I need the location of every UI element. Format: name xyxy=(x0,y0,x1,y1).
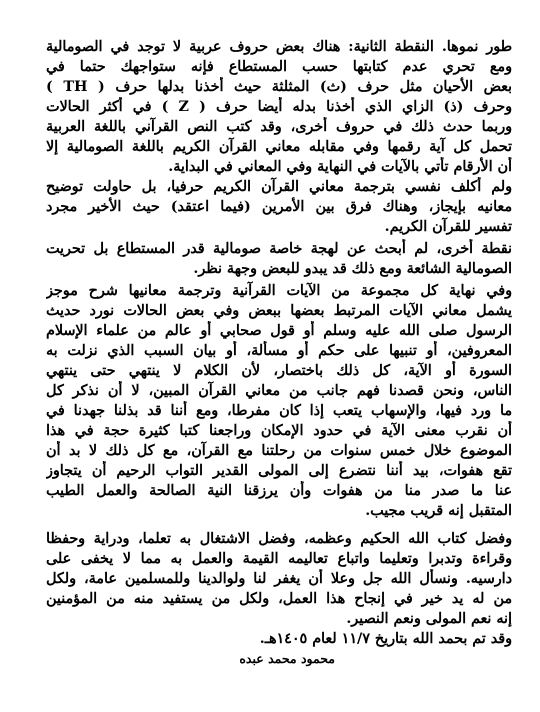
text-line: الموضوع خلال خمس سنوات من رحلتنا مع القرآن، مع كل ذلك لا بد أن xyxy=(46,443,512,459)
text-line: أن الأرقام تأتي بالآيات في النهاية وفي المعاني في البداية. xyxy=(168,159,512,175)
text-line: نقطة أخرى، لم أبحث عن لهجة خاصة صومالية قدر المستطاع بل تحريت xyxy=(46,241,512,257)
author-signature: محمود محمد عبده xyxy=(239,651,335,666)
text-line: إنه نعم المولى ونعم النصير. xyxy=(346,611,512,627)
text-line: أن نقرب معنى الآية في حدود الإمكان وراجعنا كتبا كثيرة حجة في هذا xyxy=(46,423,512,439)
text-line: من له يد خير في إنجاح هذا العمل، ولكل من يستفيد منه من المؤمنين xyxy=(46,591,512,607)
text-line: طور نموها. النقطة الثانية: هناك بعض حروف عربية لا توجد في الصومالية xyxy=(46,39,512,55)
text-line: وقراءة وتدبرا وتعليما واتباع تعاليمه القيمة والعمل به مما لا يخفى على xyxy=(46,551,512,567)
text-line: وفي نهاية كل مجموعة من الآيات القرآنية وترجمة معانيها شرح موجز xyxy=(46,283,512,299)
text-line: المعروفين، أو تنبيها على حكم أو مسألة، أو بيان السبب الذي نزلت به xyxy=(46,343,512,359)
text-line: عنا ما صدر منا من هفوات وأن يرزقنا النية الصالحة والعمل الطيب xyxy=(46,483,512,499)
text-line: ولم أكلف نفسي بترجمة معاني القرآن الكريم حرفيا، بل حاولت توضيح xyxy=(46,179,512,195)
text-line: ومع تحري عدم كتابتها حسب المستطاع فإنه ستواجهك حتما في xyxy=(46,59,512,75)
text-line: تحمل كل آية رقمها وفي مقابله معاني القرآن الكريم باللغة الصومالية إلا xyxy=(46,139,512,155)
text-line: السورة أو الآية، كل ذلك باختصار، لأن الكلام لا ينتهي حتى ينتهي xyxy=(46,363,512,379)
text-line: وحرف (ذ) الزاي الذي أخذنا بدله أيضا حرف ( Z ) في أكثر الحالات xyxy=(46,99,512,115)
text-line: وربما حدث ذلك في حروف أخرى، وقد كتب النص القرآني باللغة العربية xyxy=(46,119,512,135)
text-line: الصومالية الشائعة ومع ذلك قد يبدو للبعض وجهة نظر. xyxy=(193,261,512,277)
text-line: ما ورد فيها، والإسهاب يتعب إذا كان مفرطا، ومع أننا قد بذلنا جهدنا في xyxy=(46,403,512,419)
text-line: المتقبل إنه قريب مجيب. xyxy=(365,503,512,519)
text-line: الناس، ونحن قصدنا فهم جانب من معاني القرآن المبين، لا أن نذكر كل xyxy=(46,383,512,399)
text-line: تفسير للقرآن الكريم. xyxy=(384,219,512,235)
text-line: تقع هفوات، بيد أننا نتضرع إلى المولى القدير التواب الرحيم أن يتجاوز xyxy=(46,463,512,479)
text-line: وفضل كتاب الله الحكيم وعظمه، وفضل الاشتغال به تعلما، ودراية وحفظا xyxy=(46,531,512,547)
text-line: بعض الأحيان مثل حرف (ث) المثلثة حيث أخذنا بدلها حرف ( TH ) xyxy=(46,79,512,95)
text-line: معانيه بإيجاز، وهناك فرق بين الأمرين (فيما اعتقد) حيث الأخير مجرد xyxy=(46,199,512,215)
text-line: الرسول صلى الله عليه وسلم أو قول صحابي أو عالم من علماء الإسلام xyxy=(46,323,512,339)
text-line: دارسيه. ونسأل الله جل وعلا أن يغفر لنا ولوالدينا وللمسلمين عامة، ولكل xyxy=(46,571,512,587)
text-line: وقد تم بحمد الله بتاريخ ١١/٧ لعام ١٤٠٥هـ. xyxy=(259,631,512,647)
text-line: يشمل معاني الآيات المرتبط بعضها ببعض وفي بعض الحالات نورد حديث xyxy=(46,303,512,319)
